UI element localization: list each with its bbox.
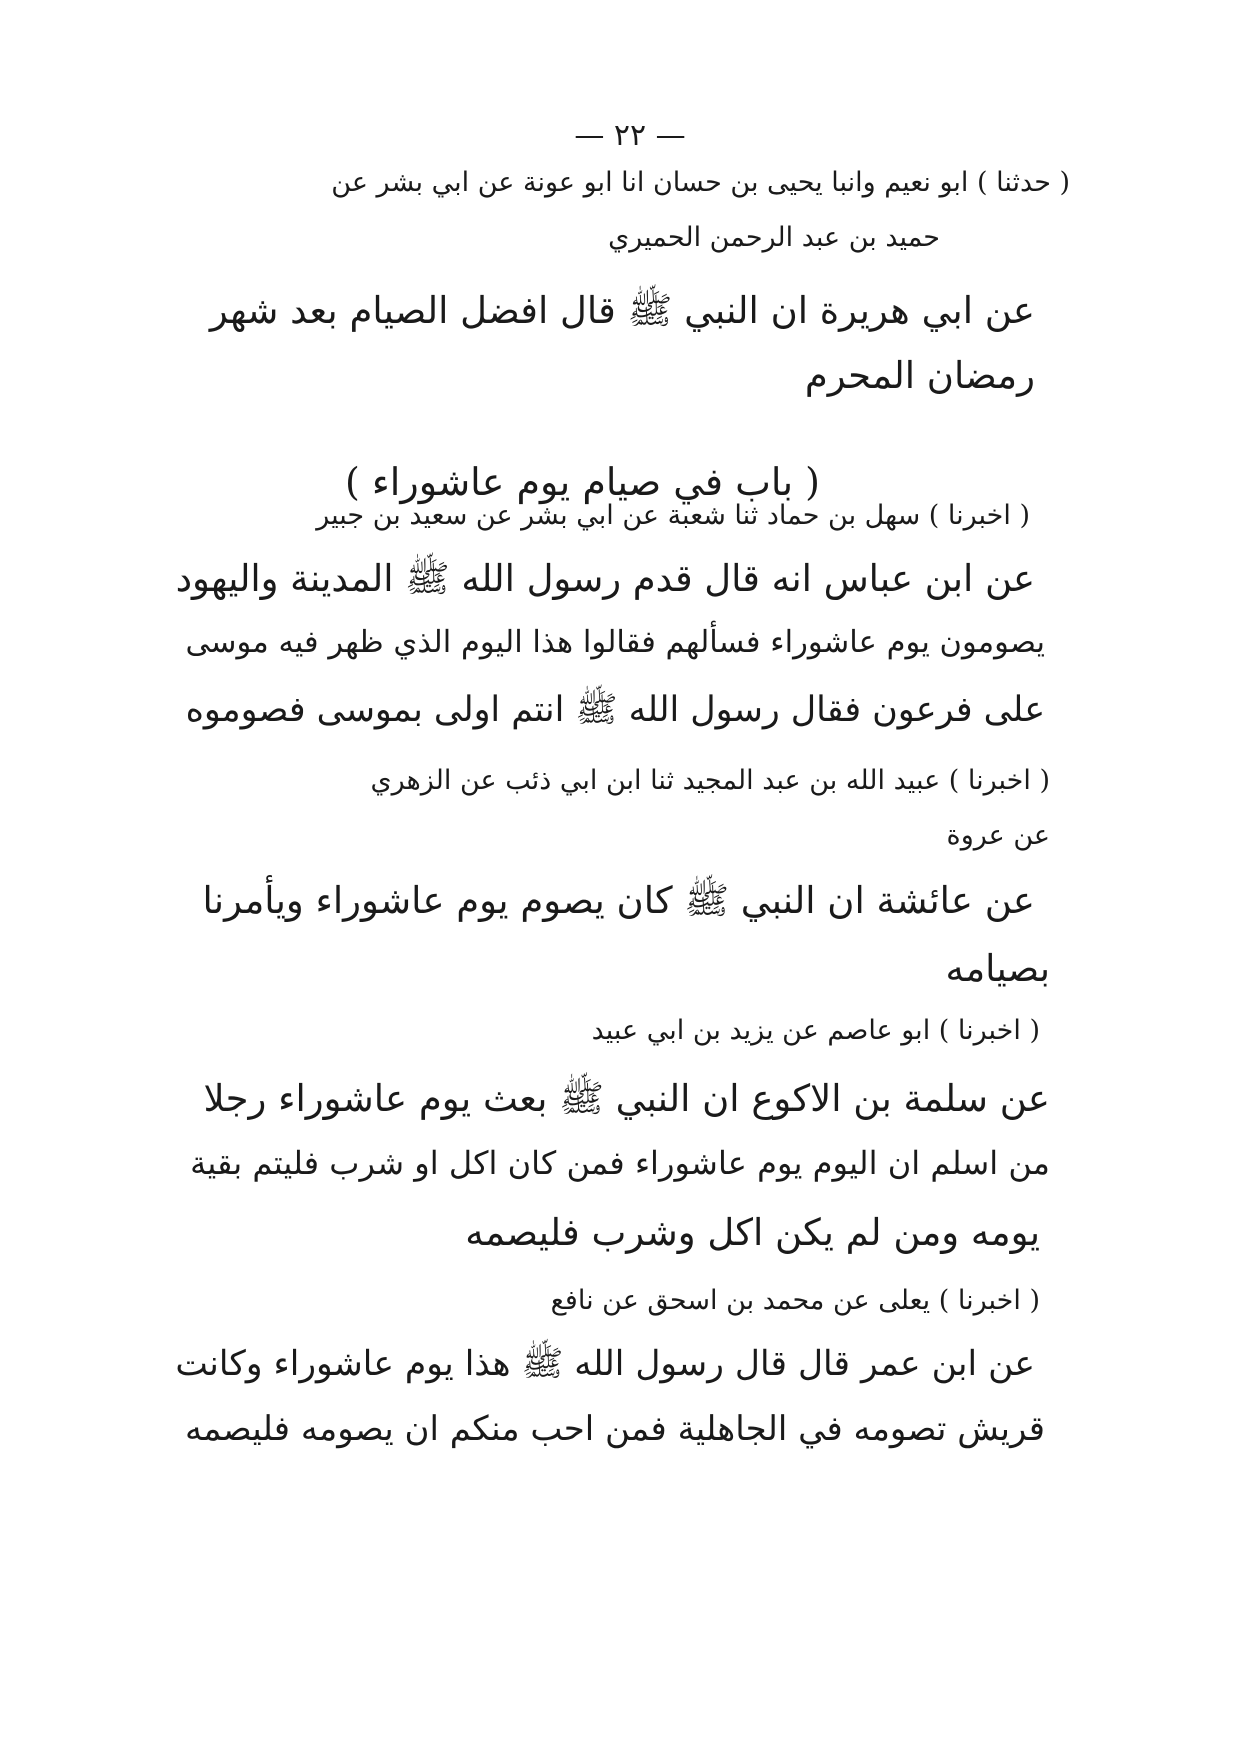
text-line-3: عن ابي هريرة ان النبي ﷺ قال افضل الصيام بعد شهر — [209, 289, 1035, 332]
text-line-2: حميد بن عبد الرحمن الحميري — [608, 222, 940, 253]
text-line-9: على فرعون فقال رسول الله ﷺ انتم اولى بموسى فصوموه — [185, 690, 1045, 730]
text-line-10: ( اخبرنا ) عبيد الله بن عبد المجيد ثنا ابن ابي ذئب عن الزهري — [370, 765, 1050, 796]
text-line-15: عن سلمة بن الاكوع ان النبي ﷺ بعث يوم عاشوراء رجلا — [203, 1077, 1050, 1120]
text-line-17: يومه ومن لم يكن اكل وشرب فليصمه — [465, 1211, 1040, 1254]
text-line-8: يصومون يوم عاشوراء فسألهم فقالوا هذا اليوم الذي ظهر فيه موسى — [185, 625, 1045, 660]
text-line-19: عن ابن عمر قال قال رسول الله ﷺ هذا يوم عاشوراء وكانت — [175, 1344, 1035, 1384]
text-line-4: رمضان المحرم — [804, 354, 1035, 397]
text-line-16: من اسلم ان اليوم يوم عاشوراء فمن كان اكل او شرب فليتم بقية — [190, 1144, 1050, 1182]
page-number: — ٢٢ — — [574, 118, 686, 153]
text-line-12: عن عائشة ان النبي ﷺ كان يصوم يوم عاشوراء ويأمرنا — [202, 879, 1035, 922]
text-line-14: ( اخبرنا ) ابو عاصم عن يزيد بن ابي عبيد — [591, 1015, 1040, 1046]
text-line-13: بصيامه — [945, 947, 1050, 990]
text-line-11: عن عروة — [946, 820, 1050, 851]
text-line-6: ( اخبرنا ) سهل بن حماد ثنا شعبة عن ابي بشر عن سعيد بن جبير — [316, 500, 1030, 531]
text-line-7: عن ابن عباس انه قال قدم رسول الله ﷺ المدينة واليهود — [175, 557, 1035, 600]
text-line-18: ( اخبرنا ) يعلى عن محمد بن اسحق عن نافع — [550, 1285, 1040, 1316]
text-line-20: قريش تصومه في الجاهلية فمن احب منكم ان يصومه فليصمه — [184, 1409, 1045, 1449]
chapter-heading: ( باب في صيام يوم عاشوراء ) — [345, 460, 820, 504]
text-line-1: ( حدثنا ) ابو نعيم وانبا يحيى بن حسان انا ابو عونة عن ابي بشر عن — [331, 167, 1070, 198]
